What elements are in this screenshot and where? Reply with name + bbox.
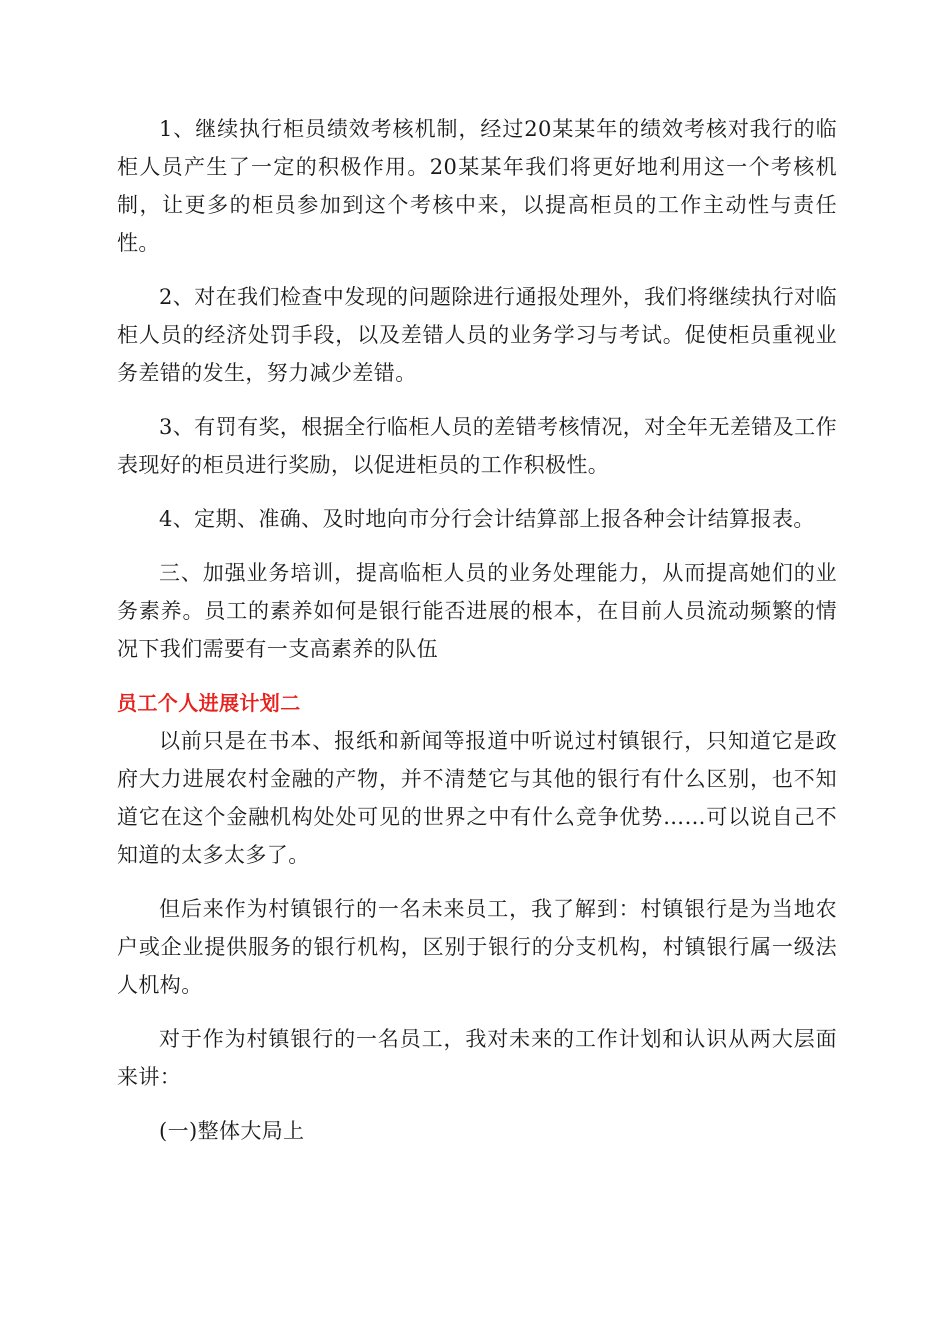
section-heading: 员工个人进展计划二 [117,691,301,715]
document-page [117,110,837,1150]
paragraph-section-three: 三、加强业务培训，提高临柜人员的业务处理能力，从而提高她们的业务素养。员工的素养如何是银行能否进展的根本，在目前人员流动频繁的情况下我们需要有一支高素养的队伍 [117,561,837,661]
paragraph-understanding: 但后来作为村镇银行的一名未来员工，我了解到：村镇银行是为当地农户或企业提供服务的银行机构，区别于银行的分支机构，村镇银行属一级法人机构。 [117,897,837,997]
paragraph-subheading: (一)整体大局上 [159,1119,305,1143]
paragraph-intro: 以前只是在书本、报纸和新闻等报道中听说过村镇银行，只知道它是政府大力进展农村金融的产物，并不清楚它与其他的银行有什么区别，也不知道它在这个金融机构处处可见的世界之中有什么竞争优势……可以说自己不知道的太多太多了。 [117,729,837,867]
paragraph-item-3: 3、有罚有奖，根据全行临柜人员的差错考核情况，对全年无差错及工作表现好的柜员进行奖励，以促进柜员的工作积极性。 [117,415,837,477]
paragraph-item-1: 1、继续执行柜员绩效考核机制，经过20某某年的绩效考核对我行的临柜人员产生了一定的积极作用。20某某年我们将更好地利用这一个考核机制，让更多的柜员参加到这个考核中来，以提高柜员的工作主动性与责任性。 [117,117,837,255]
paragraph-item-4: 4、定期、准确、及时地向市分行会计结算部上报各种会计结算报表。 [159,507,815,531]
paragraph-plan: 对于作为村镇银行的一名员工，我对未来的工作计划和认识从两大层面来讲： [117,1027,837,1089]
paragraph-item-2: 2、对在我们检查中发现的问题除进行通报处理外，我们将继续执行对临柜人员的经济处罚手段，以及差错人员的业务学习与考试。促使柜员重视业务差错的发生，努力减少差错。 [117,285,837,385]
